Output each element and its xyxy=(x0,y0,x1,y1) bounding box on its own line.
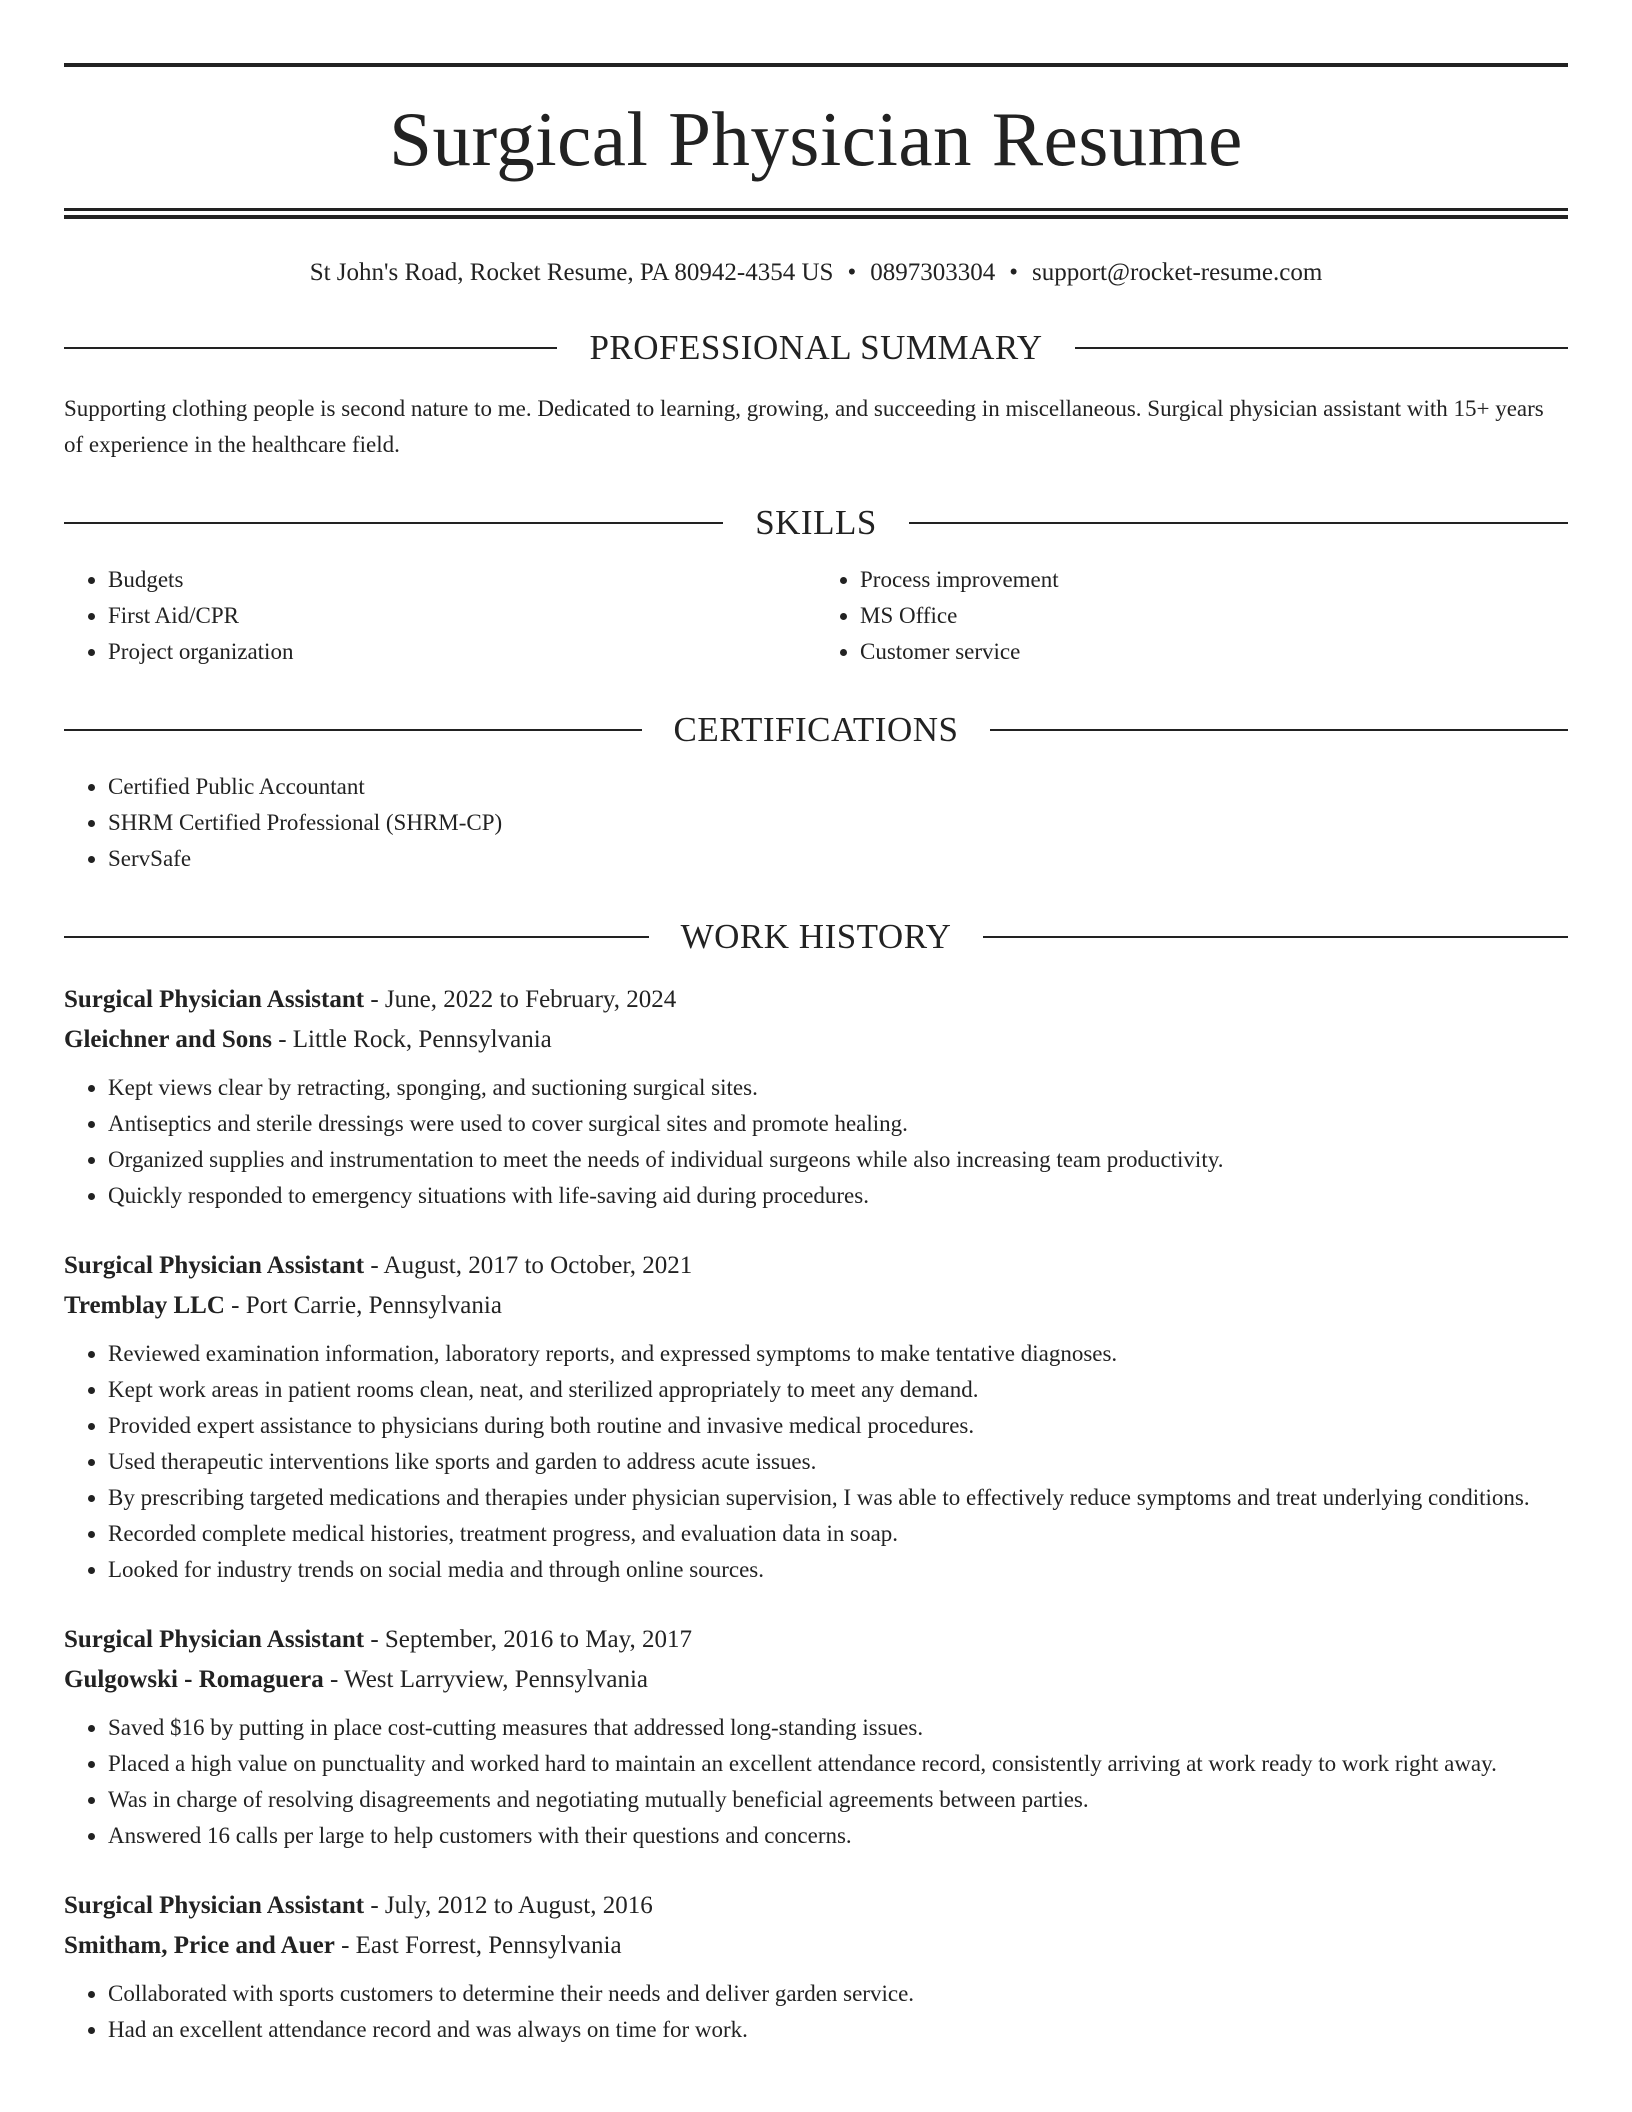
heading-rule-left xyxy=(64,347,557,349)
job-company-line xyxy=(64,1286,1568,1326)
job-role: Surgical Physician Assistant xyxy=(64,1252,365,1279)
skills-list-left xyxy=(64,562,816,670)
job-bullets xyxy=(64,1976,1568,2048)
skills-title: SKILLS xyxy=(755,503,877,542)
certifications-list xyxy=(64,769,1568,877)
job-location: - Little Rock, Pennsylvania xyxy=(271,1026,552,1053)
job-dates: - August, 2017 to October, 2021 xyxy=(364,1252,693,1279)
job-entry xyxy=(64,1886,1568,2048)
work-history-title: WORK HISTORY xyxy=(680,917,952,956)
job-company: Gulgowski - Romaguera xyxy=(64,1666,324,1693)
heading-rule-right xyxy=(909,522,1568,524)
heading-rule-left xyxy=(64,729,642,731)
job-bullet: • Had an excellent attendance record and was always on time for work. xyxy=(108,2012,1568,2048)
job-role: Surgical Physician Assistant xyxy=(64,1626,365,1653)
certifications-title: CERTIFICATIONS xyxy=(673,710,959,749)
job-role: Surgical Physician Assistant xyxy=(64,1892,365,1919)
job-bullet: • Kept work areas in patient rooms clean, neat, and sterilized appropriately to meet any demand. xyxy=(108,1372,1568,1408)
job-role: Surgical Physician Assistant xyxy=(64,986,365,1013)
certification-item: • Certified Public Accountant xyxy=(108,769,1568,805)
contact-separator: • xyxy=(847,259,857,286)
job-entry xyxy=(64,980,1568,1214)
job-bullet: • By prescribing targeted medications and therapies under physician supervision, I was able to effectively reduce symptoms and treat underlying conditions. xyxy=(108,1480,1568,1516)
job-company: Tremblay LLC xyxy=(64,1292,225,1319)
job-bullet: • Antiseptics and sterile dressings were used to cover surgical sites and promote healing. xyxy=(108,1106,1568,1142)
job-bullet: • Collaborated with sports customers to determine their needs and deliver garden service. xyxy=(108,1976,1568,2012)
job-location: - West Larryview, Pennsylvania xyxy=(323,1666,649,1693)
job-bullet: • Organized supplies and instrumentation to meet the needs of individual surgeons while also increasing team productivity. xyxy=(108,1142,1568,1178)
job-entry xyxy=(64,1620,1568,1854)
skill-item: • Customer service xyxy=(860,634,1568,670)
job-company-line xyxy=(64,1660,1568,1700)
title-double-rule xyxy=(64,208,1568,219)
skills-columns xyxy=(64,562,1568,670)
job-bullets xyxy=(64,1710,1568,1854)
job-title-line xyxy=(64,980,1568,1020)
job-bullet: • Kept views clear by retracting, sponging, and suctioning surgical sites. xyxy=(108,1070,1568,1106)
skill-item: • Budgets xyxy=(108,562,816,598)
work-history-list xyxy=(64,980,1568,2048)
job-company: Gleichner and Sons xyxy=(64,1026,272,1053)
skill-item: • MS Office xyxy=(860,598,1568,634)
job-company-line xyxy=(64,1926,1568,1966)
job-bullet: • Looked for industry trends on social media and through online sources. xyxy=(108,1552,1568,1588)
skill-item: • First Aid/CPR xyxy=(108,598,816,634)
heading-rule-right xyxy=(983,936,1568,938)
job-company: Smitham, Price and Auer xyxy=(64,1932,335,1959)
job-entry xyxy=(64,1246,1568,1588)
contact-line xyxy=(64,258,1568,288)
job-bullet: • Answered 16 calls per large to help customers with their questions and concerns. xyxy=(108,1818,1568,1854)
summary-title: PROFESSIONAL SUMMARY xyxy=(589,328,1043,367)
job-bullet: • Quickly responded to emergency situations with life-saving aid during procedures. xyxy=(108,1178,1568,1214)
job-dates: - July, 2012 to August, 2016 xyxy=(364,1892,653,1919)
job-title-line xyxy=(64,1246,1568,1286)
job-location: - East Forrest, Pennsylvania xyxy=(334,1932,622,1959)
job-location: - Port Carrie, Pennsylvania xyxy=(224,1292,502,1319)
job-dates: - June, 2022 to February, 2024 xyxy=(364,986,677,1013)
heading-rule-left xyxy=(64,522,723,524)
top-rule xyxy=(64,63,1568,67)
heading-rule-right xyxy=(990,729,1568,731)
job-dates: - September, 2016 to May, 2017 xyxy=(364,1626,692,1653)
contact-email[interactable]: support@rocket-resume.com xyxy=(1032,259,1323,286)
heading-rule-left xyxy=(64,936,649,938)
job-bullet: • Saved $16 by putting in place cost-cutting measures that addressed long-standing issues. xyxy=(108,1710,1568,1746)
job-bullet: • Was in charge of resolving disagreements and negotiating mutually beneficial agreements between parties. xyxy=(108,1782,1568,1818)
certifications-heading xyxy=(64,712,1568,747)
work-history-heading xyxy=(64,919,1568,954)
job-title-line xyxy=(64,1620,1568,1660)
skills-heading xyxy=(64,505,1568,540)
job-bullet: • Provided expert assistance to physicians during both routine and invasive medical procedures. xyxy=(108,1408,1568,1444)
summary-text: Supporting clothing people is second nature to me. Dedicated to learning, growing, and succeeding in miscellaneous. Surgical physician assistant with 15+ years of experience in the healthcare field. xyxy=(64,396,1544,457)
job-bullets xyxy=(64,1070,1568,1214)
contact-address: St John's Road, Rocket Resume, PA 80942-4354 US xyxy=(309,259,834,286)
job-company-line xyxy=(64,1020,1568,1060)
heading-rule-right xyxy=(1075,347,1568,349)
certification-item: • ServSafe xyxy=(108,841,1568,877)
job-bullet: • Reviewed examination information, laboratory reports, and expressed symptoms to make tentative diagnoses. xyxy=(108,1336,1568,1372)
contact-separator: • xyxy=(1009,259,1018,286)
summary-heading xyxy=(64,330,1568,365)
job-title-line xyxy=(64,1886,1568,1926)
job-bullet: • Used therapeutic interventions like sports and garden to address acute issues. xyxy=(108,1444,1568,1480)
skills-list-right xyxy=(816,562,1568,670)
job-bullets xyxy=(64,1336,1568,1588)
certification-item: • SHRM Certified Professional (SHRM-CP) xyxy=(108,805,1568,841)
skill-item: • Project organization xyxy=(108,634,816,670)
skill-item: • Process improvement xyxy=(860,562,1568,598)
contact-phone: 0897303304 xyxy=(870,259,996,286)
resume-title: Surgical Physician Resume xyxy=(389,96,1243,182)
job-bullet: • Recorded complete medical histories, treatment progress, and evaluation data in soap. xyxy=(108,1516,1568,1552)
job-bullet: • Placed a high value on punctuality and worked hard to maintain an excellent attendance record, consistently arriving at work ready to work right away. xyxy=(108,1746,1568,1782)
